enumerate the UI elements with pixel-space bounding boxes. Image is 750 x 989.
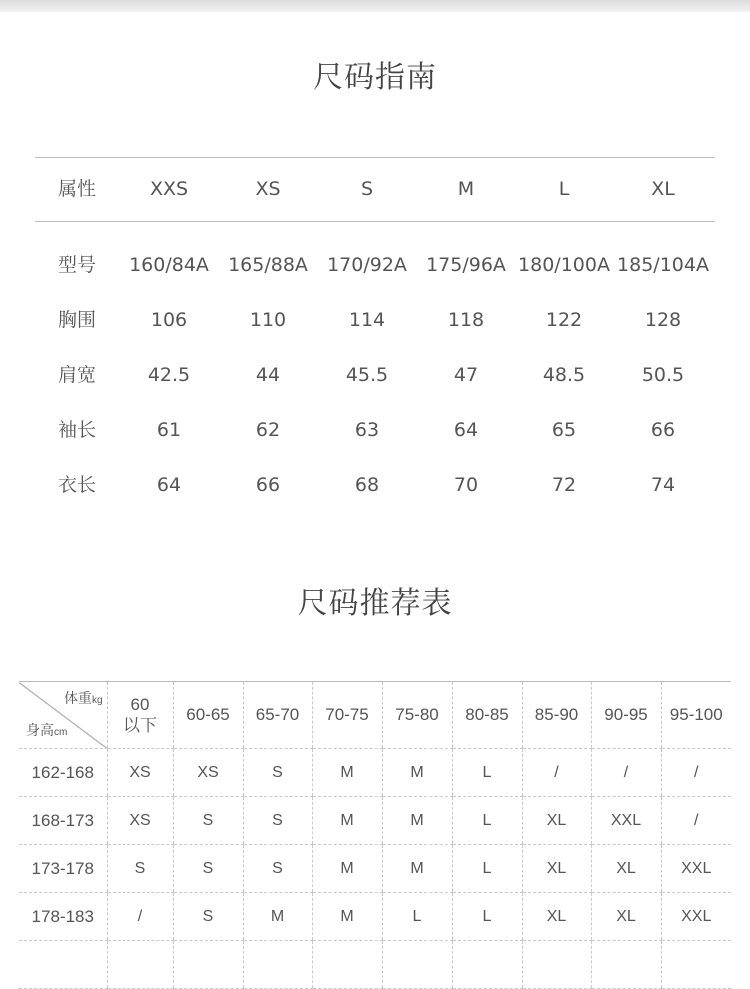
recommended-size-cell: XL <box>522 797 591 845</box>
row-label: 衣长 <box>58 474 97 496</box>
recommended-size-cell: XXL <box>591 797 661 845</box>
recommended-size-cell: M <box>312 797 382 845</box>
recommended-size-cell: S <box>173 893 243 941</box>
height-unit: cm <box>54 727 68 738</box>
recommended-size-cell: M <box>312 749 382 797</box>
measurement-cell: 74 <box>650 474 676 496</box>
measurement-cell: 48.5 <box>542 364 586 386</box>
measurement-cell: 106 <box>150 309 188 331</box>
recommended-size-cell: / <box>661 749 731 797</box>
table-row <box>19 749 731 797</box>
weight-axis-label <box>64 688 103 708</box>
row-label: 肩宽 <box>58 364 97 386</box>
weight-range-header: 70-75 <box>312 682 382 749</box>
recommended-size-cell: S <box>173 845 243 893</box>
recommended-size-cell: / <box>107 893 173 941</box>
height-label: 身高 <box>26 722 54 738</box>
size-header-s: S <box>360 178 374 200</box>
size-header-xs: XS <box>255 178 281 200</box>
measurement-cell: 62 <box>255 419 281 441</box>
recommended-size-cell: M <box>312 845 382 893</box>
recommended-size-cell <box>107 941 173 989</box>
height-range-cell: 173-178 <box>19 845 107 893</box>
measurement-cell: 47 <box>453 364 479 386</box>
recommended-size-cell <box>661 941 731 989</box>
height-axis-label <box>26 720 67 740</box>
recommended-size-cell: XS <box>107 797 173 845</box>
recommended-size-cell: / <box>661 797 731 845</box>
recommended-size-cell <box>173 941 243 989</box>
measurement-cell: 110 <box>249 309 287 331</box>
measurement-cell: 160/84A <box>129 254 209 276</box>
size-recommendation-table <box>19 681 731 989</box>
measurement-cell: 118 <box>447 309 485 331</box>
recommended-size-cell: / <box>591 749 661 797</box>
recommended-size-cell: XS <box>173 749 243 797</box>
measurement-cell: 50.5 <box>641 364 685 386</box>
weight-range-header: 80-85 <box>452 682 522 749</box>
row-label: 胸围 <box>58 309 97 331</box>
size-guide-title: 尺码指南 <box>313 60 437 95</box>
recommended-size-cell <box>522 941 591 989</box>
table-row <box>19 893 731 941</box>
recommended-size-cell: M <box>312 893 382 941</box>
height-range-cell: 168-173 <box>19 797 107 845</box>
table-row <box>19 845 731 893</box>
recommended-size-cell: / <box>522 749 591 797</box>
recommended-size-cell: L <box>452 749 522 797</box>
row-label: 型号 <box>58 254 97 276</box>
recommended-size-cell: L <box>452 797 522 845</box>
measurement-cell: 64 <box>156 474 182 496</box>
measurement-cell: 165/88A <box>228 254 308 276</box>
weight-range-header: 85-90 <box>522 682 591 749</box>
recommended-size-cell: S <box>243 845 312 893</box>
weight-range-header <box>107 682 173 749</box>
weight-range-header: 60-65 <box>173 682 243 749</box>
measurement-cell: 170/92A <box>327 254 407 276</box>
measurement-cell: 44 <box>255 364 281 386</box>
recommended-size-cell: XL <box>591 845 661 893</box>
measurement-cell: 72 <box>551 474 577 496</box>
recommended-size-cell: XL <box>522 893 591 941</box>
recommended-size-cell: XXL <box>661 893 731 941</box>
row-label: 袖长 <box>58 419 97 441</box>
size-header-xxs: XXS <box>149 178 189 200</box>
measurement-cell: 122 <box>545 309 583 331</box>
recommended-size-cell <box>591 941 661 989</box>
recommended-size-cell: XL <box>522 845 591 893</box>
measurement-cell: 65 <box>551 419 577 441</box>
recommended-size-cell: M <box>243 893 312 941</box>
size-header-m: M <box>457 178 475 200</box>
recommended-size-cell <box>382 941 452 989</box>
recommended-size-cell: M <box>382 749 452 797</box>
weight-unit: kg <box>91 695 103 706</box>
recommended-size-cell: L <box>452 845 522 893</box>
measurement-cell: 70 <box>453 474 479 496</box>
recommended-size-cell <box>452 941 522 989</box>
recommended-size-cell <box>312 941 382 989</box>
weight-range-header: 90-95 <box>591 682 661 749</box>
height-range-cell <box>19 941 107 989</box>
measurement-cell: 128 <box>644 309 682 331</box>
measurement-cell: 180/100A <box>518 254 610 276</box>
recommended-size-cell: S <box>243 797 312 845</box>
recommended-size-cell: XXL <box>661 845 731 893</box>
weight-range-header: 95-100 <box>661 682 731 749</box>
size-guide-header-rule <box>35 221 715 222</box>
weight-range-header: 65-70 <box>243 682 312 749</box>
weight-range-line: 以下 <box>123 716 157 735</box>
recommendation-title: 尺码推荐表 <box>297 586 453 621</box>
measurement-cell: 175/96A <box>426 254 506 276</box>
recommended-size-cell <box>243 941 312 989</box>
size-guide-top-rule <box>35 157 715 158</box>
recommended-size-cell: M <box>382 845 452 893</box>
recommended-size-cell: XL <box>591 893 661 941</box>
size-header-xl: XL <box>651 178 675 200</box>
recommended-size-cell: S <box>243 749 312 797</box>
measurement-cell: 114 <box>348 309 386 331</box>
measurement-cell: 68 <box>354 474 380 496</box>
size-header-l: L <box>558 178 570 200</box>
recommended-size-cell: M <box>382 797 452 845</box>
table-row <box>19 797 731 845</box>
header-label: 属性 <box>58 178 97 200</box>
corner-header-cell <box>19 682 107 749</box>
recommended-size-cell: S <box>107 845 173 893</box>
measurement-cell: 64 <box>453 419 479 441</box>
height-range-cell: 162-168 <box>19 749 107 797</box>
top-shadow-bar <box>0 0 750 12</box>
height-range-cell: 178-183 <box>19 893 107 941</box>
table-row <box>19 941 731 989</box>
measurement-cell: 63 <box>354 419 380 441</box>
weight-range-header: 75-80 <box>382 682 452 749</box>
measurement-cell: 66 <box>255 474 281 496</box>
measurement-cell: 66 <box>650 419 676 441</box>
recommended-size-cell: L <box>382 893 452 941</box>
measurement-cell: 185/104A <box>617 254 709 276</box>
measurement-cell: 42.5 <box>147 364 191 386</box>
weight-range-line: 60 <box>130 695 150 714</box>
recommended-size-cell: L <box>452 893 522 941</box>
recommended-size-cell: S <box>173 797 243 845</box>
weight-label: 体重 <box>63 690 92 706</box>
recommended-size-cell: XS <box>107 749 173 797</box>
measurement-cell: 45.5 <box>345 364 389 386</box>
measurement-cell: 61 <box>156 419 182 441</box>
